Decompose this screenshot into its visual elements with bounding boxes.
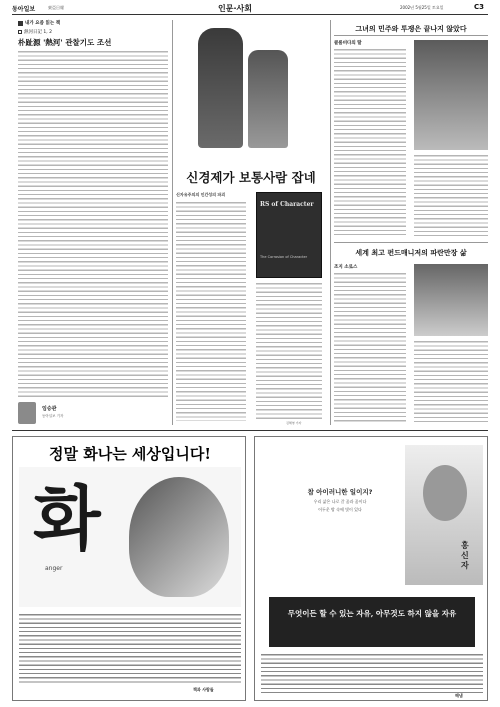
ad-right-headline-box (269, 597, 475, 647)
ad-divider (12, 430, 488, 431)
ad-right-name: 홍신자 (461, 541, 469, 570)
series-label (18, 20, 60, 26)
section-title: 인문·사회 (218, 4, 252, 13)
left-body-text (18, 50, 168, 398)
ad-right-portrait (405, 445, 483, 585)
right-top-body-1 (334, 48, 406, 238)
ad-left-image (19, 467, 241, 607)
book-title-text: 熱河日記 1, 2 (24, 30, 53, 35)
author-name: 임승관 (42, 406, 57, 412)
ad-left-big-char-sub: anger (45, 565, 63, 572)
illustration-figure (198, 28, 243, 148)
right-bottom-book-title: 조지 소로스 (334, 265, 358, 270)
ad-right (254, 436, 488, 701)
page-number: C3 (474, 3, 485, 11)
right-top-rule (334, 35, 488, 36)
ad-left-publisher: 책과 사람들 (193, 687, 214, 692)
ad-left-headline: 정말 화나는 세상입니다! (49, 445, 211, 463)
right-column (334, 20, 488, 425)
ad-right-quote-1: 참 아이러니한 일이지? (307, 488, 373, 496)
right-top-headline: 그녀의 민주와 투쟁은 끝나지 않았다 (355, 24, 467, 33)
center-article (176, 20, 326, 425)
divider-center (330, 20, 331, 425)
illustration (176, 20, 326, 160)
ad-right-publisher: 해냄 (455, 693, 463, 698)
left-article (18, 20, 168, 425)
ad-left-big-char: 화 (33, 477, 101, 560)
right-bottom-body-1 (334, 272, 406, 422)
right-bottom-photo (414, 264, 488, 336)
right-bottom-body-2 (414, 340, 488, 422)
ad-right-quote-2: 우리 삶은 나로 갈 꿈과 꿈이다 (313, 499, 367, 504)
ad-left-copy (19, 613, 241, 683)
divider-left (172, 20, 173, 425)
right-top-body-2 (414, 154, 488, 238)
author-photo (18, 402, 36, 424)
right-top-book-title: 클롬비다의 딸 (334, 41, 362, 46)
ad-right-headline: 무엇이든 할 수 있는 자유, 아무것도 하지 않을 자유 (287, 609, 457, 618)
book-title (18, 29, 52, 35)
illustration-figure-2 (248, 50, 288, 148)
masthead (12, 4, 488, 14)
center-body-text-2 (256, 282, 322, 421)
left-headline: 朴趾源 '熱河' 관찰기도 조선 (18, 38, 112, 47)
issue-date: 2002년 5월25일 토요일 (400, 5, 444, 10)
book-cover-title: RS of Character (260, 201, 314, 208)
book-icon (18, 30, 22, 34)
right-bottom-headline: 세계 최고 펀드매니저의 파란만장 삶 (355, 248, 467, 257)
right-top-photo (414, 40, 488, 150)
header-rule (12, 14, 488, 15)
center-body-text-1 (176, 201, 246, 421)
center-sub: 신자유주의의 인간성의 파괴 (176, 192, 226, 197)
paper-name-sub: 東亞日報 (48, 5, 64, 10)
paper-name: 동아일보 (12, 6, 36, 13)
author-title: 동아일보 기자 (42, 414, 64, 418)
book-cover-subtitle: The Corrosion of Character (260, 255, 308, 259)
ad-right-copy (261, 653, 483, 693)
book-cover (256, 192, 322, 278)
center-byline: 김해영 기자 (286, 421, 302, 425)
ad-left (12, 436, 246, 701)
ad-left-face-illustration (129, 477, 229, 597)
center-headline: 신경제가 보통사람 잡네 (186, 170, 316, 185)
right-mid-rule (334, 242, 488, 243)
ad-right-face (423, 465, 467, 521)
series-icon (18, 21, 23, 26)
ad-right-quote-3: 어두운 밤 속에 빛이 있다 (318, 507, 362, 512)
series-title: 내가 요즘 읽는 책 (25, 21, 61, 26)
